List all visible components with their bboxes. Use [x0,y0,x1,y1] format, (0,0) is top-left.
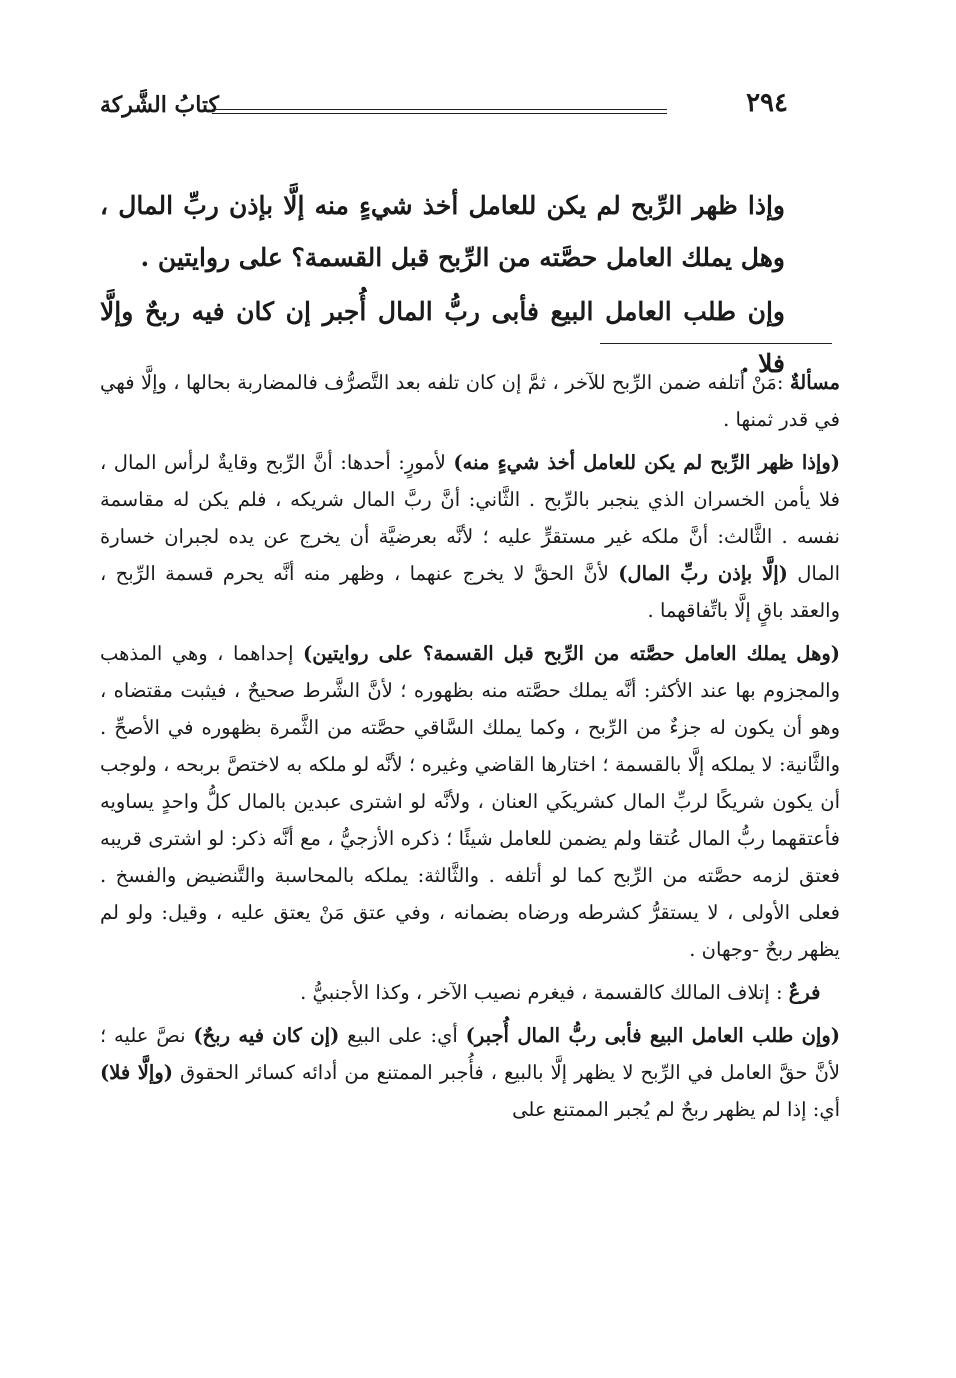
main-text-paragraph-2: وإن طلب العامل البيع فأبى ربُّ المال أُجبر إن كان فيه ربحٌ وإلَّا فلا . [100,297,785,378]
far-label: فرعٌ [788,981,821,1004]
commentary-masala [100,364,840,438]
header-rule [212,109,667,110]
quoted-matn: (إن كان فيه ربحٌ) [193,1024,340,1047]
main-text [100,180,785,390]
masala-label: مسألةٌ [789,371,840,394]
page-number: ٢٩٤ [746,88,788,118]
main-text-paragraph-1: وإذا ظهر الرِّبح لم يكن للعامل أخذ شيءٍ منه إلَّا بإذن ربِّ المال ، وهل يملك العامل حصَّته من الرِّبح قبل القسمة؟ على روايتين . [100,191,785,272]
commentary-text: لأنَّ الحقَّ لا يخرج عنهما ، وظهر منه أنَّه يحرم قسمة الرِّبح ، والعقد باقٍ إلَّا باتِّفاقهما . [100,562,840,622]
quoted-matn: (وهل يملك العامل حصَّته من الرِّبح قبل القسمة؟ على روايتين) [303,642,840,665]
quoted-matn: (وإذا ظهر الرِّبح لم يكن للعامل أخذ شيءٍ منه) [453,451,840,474]
quoted-matn: (إلَّا بإذن ربِّ المال) [618,562,788,585]
quoted-matn: (وإن طلب العامل البيع فأبى ربُّ المال أُجبر) [465,1024,840,1047]
commentary-text: نصَّ عليه ؛ لأنَّ حقَّ العامل في الرِّبح لا يظهر إلَّا بالبيع ، فأُجبر الممتنع من أدائه كسائر الحقوق [100,1024,841,1084]
far-text: : إتلاف المالك كالقسمة ، فيغرم نصيب الآخر ، وكذا الأجنبيُّ . [300,981,789,1004]
book-title: كتابُ الشَّركة [100,92,220,118]
commentary-text: لأمورٍ: أحدها: أنَّ الرِّبح وقايةٌ لرأس المال ، فلا يأمن الخسران الذي ينجبر بالرِّبح . الثَّاني: أنَّ ربَّ المال شريكه ، فلم يكن له مقاسمة نفسه . الثَّالث: أنَّ ملكه غير مستقرٍّ عليه ؛ لأنَّه بعرضيَّة أن يخرج عن يده لجبران خسارة المال [100,451,840,585]
page-header [100,88,800,128]
commentary-text: إحداهما ، وهي المذهب والمجزوم بها عند الأكثر: أنَّه يملك حصَّته منه بظهوره ؛ لأنَّ الشَّرط صحيحٌ ، فيثبت مقتضاه ، وهو أن يكون له جزءٌ من الرِّبح ، وكما يملك السَّاقي حصَّته من الثَّمرة بظهوره في الأصحِّ . والثَّانية: لا يملكه إلَّا بالقسمة ؛ اختارها القاضي وغيره ؛ لأنَّه لو ملكه به لاختصَّ بربحه ، ولوجب أن يكون شريكًا لربِّ المال كشريكَي العنان ، ولأنَّه لو اشترى عبدين بالمال كلُّ واحدٍ يساويه فأعتقهما ربُّ المال عُتقا ولم يضمن للعامل شيئًا ؛ ذكره الأزجيُّ ، مع أنَّه ذكر: لو اشترى قريبه فعتق لزمه حصَّته من الرِّبح كما لو أتلفه . والثَّالثة: يملكه بالمحاسبة والتَّنضيض والفسخ . فعلى الأولى ، لا يستقرُّ كشرطه ورضاه بضمانه ، وفي عتق مَنْ يعتق عليه ، وقيل: ولو لم يظهر ربحٌ -وجهان . [100,642,840,961]
commentary-paragraph-3 [100,635,840,968]
commentary-paragraph-5 [100,1017,840,1128]
commentary [100,364,840,1134]
footnote-separator [600,343,832,344]
commentary-text: أي: إذا لم يظهر ربحٌ لم يُجبر الممتنع على [512,1098,840,1121]
commentary-text: أي: على البيع [339,1024,466,1047]
quoted-matn: (وإلَّا فلا) [100,1061,173,1084]
commentary-paragraph-2 [100,444,840,629]
masala-text: :مَنْ أتلفه ضمن الرِّبح للآخر ، ثمَّ إن كان تلفه بعد التَّصرُّف فالمضاربة بحالها ، وإلَّا فهي في قدر ثمنها . [100,371,840,431]
commentary-far [100,974,840,1011]
header-rule-secondary [212,113,667,114]
